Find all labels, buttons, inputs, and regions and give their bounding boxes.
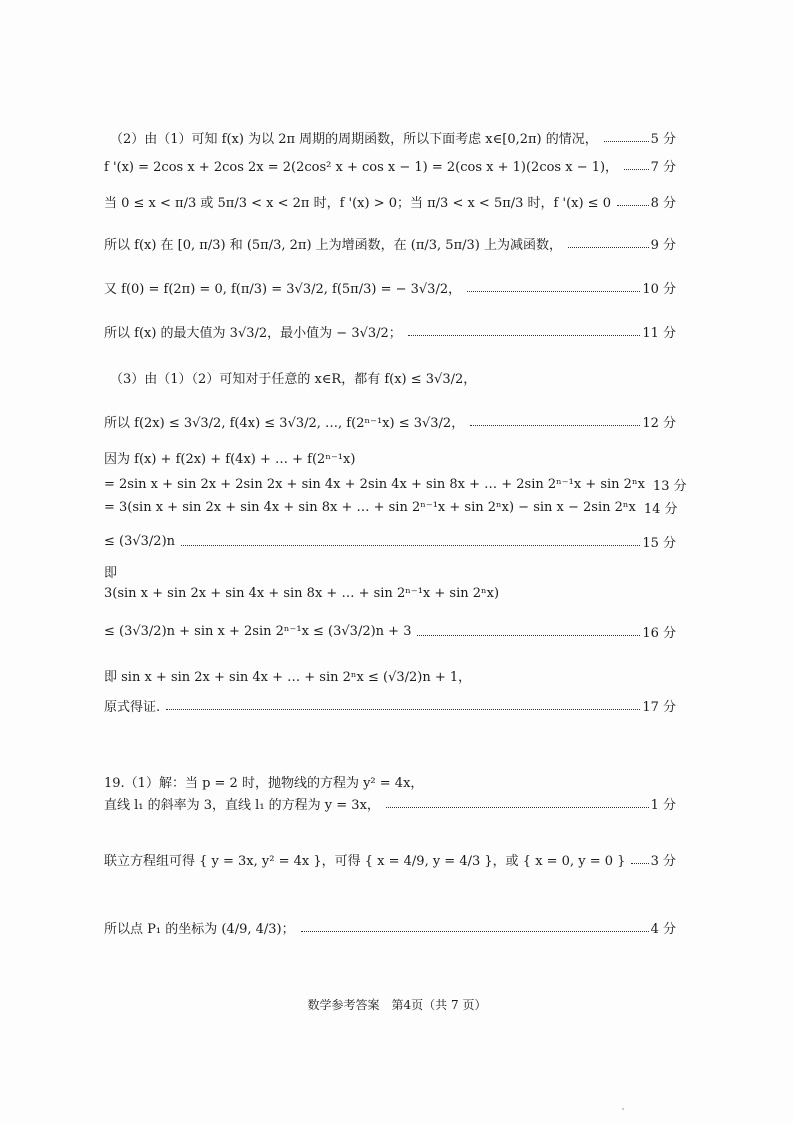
solution-line: ≤ (3√3/2)n 15 分 bbox=[104, 534, 676, 551]
solution-line: （3）由（1）（2）可知对于任意的 x∈R，都有 f(x) ≤ 3√3/2， bbox=[110, 372, 477, 387]
score-label: 11 分 bbox=[642, 326, 676, 341]
score-label: 7 分 bbox=[650, 160, 676, 175]
solution-line: 19.（1）解：当 p = 2 时，抛物线的方程为 y² = 4x， bbox=[104, 776, 424, 791]
score-label: 14 分 bbox=[643, 502, 678, 517]
solution-line: 所以 f(x) 在 [0, π/3) 和 (5π/3, 2π) 上为增函数，在 (π/3, 5π/3) 上为减函数， 9 分 bbox=[104, 234, 676, 253]
page-footer: 数学参考答案 第4页（共 7 页） bbox=[307, 998, 487, 1012]
solution-line: 又 f(0) = f(2π) = 0, f(π/3) = 3√3/2, f(5π/3) = − 3√3/2， 10 分 bbox=[104, 278, 676, 297]
score-label: 13 分 bbox=[652, 479, 687, 494]
score-label: 1 分 bbox=[650, 798, 676, 813]
solution-line: 即 sin x + sin 2x + sin 4x + … + sin 2ⁿx ≤ (√3/2)n + 1， bbox=[104, 670, 472, 685]
solution-line: 3(sin x + sin 2x + sin 4x + sin 8x + … + sin 2ⁿ⁻¹x + sin 2ⁿx) bbox=[104, 586, 500, 601]
score-label: 16 分 bbox=[642, 626, 676, 641]
solution-line: f '(x) = 2cos x + 2cos 2x = 2(2cos² x + cos x − 1) = 2(cos x + 1)(2cos x − 1)， 7 分 bbox=[104, 156, 676, 175]
solution-line: 所以 f(2x) ≤ 3√3/2, f(4x) ≤ 3√3/2, …, f(2ⁿ⁻¹x) ≤ 3√3/2， 12 分 bbox=[104, 412, 676, 431]
solution-line: 因为 f(x) + f(2x) + f(4x) + … + f(2ⁿ⁻¹x) bbox=[104, 452, 356, 467]
solution-line: ≤ (3√3/2)n + sin x + 2sin 2ⁿ⁻¹x ≤ (3√3/2)n + 3 16 分 bbox=[104, 624, 676, 641]
solution-line: 原式得证. 17 分 bbox=[104, 696, 676, 715]
score-label: 4 分 bbox=[650, 922, 676, 937]
solution-line: 直线 l₁ 的斜率为 3，直线 l₁ 的方程为 y = 3x， 1 分 bbox=[104, 794, 676, 813]
solution-line: （2）由（1）可知 f(x) 为以 2π 周期的周期函数，所以下面考虑 x∈[0,2π) 的情况， 5 分 bbox=[110, 128, 676, 147]
solution-line: 当 0 ≤ x < π/3 或 5π/3 < x < 2π 时，f '(x) > 0；当 π/3 < x < 5π/3 时，f '(x) ≤ 0 8 分 bbox=[104, 192, 676, 211]
score-label: 10 分 bbox=[642, 282, 676, 297]
score-label: 9 分 bbox=[650, 238, 676, 253]
solution-line: 即 bbox=[104, 566, 118, 581]
score-label: 12 分 bbox=[642, 416, 676, 431]
solution-line: = 3(sin x + sin 2x + sin 4x + sin 8x + … + sin 2ⁿ⁻¹x + sin 2ⁿx) − sin x − 2sin 2ⁿx 14 分 bbox=[104, 500, 678, 517]
solution-line: 联立方程组可得 { y = 3x, y² = 4x }，可得 { x = 4/9, y = 4/3 }，或 { x = 0, y = 0 } 3 分 bbox=[104, 850, 676, 869]
solution-line: 所以点 P₁ 的坐标为 (4/9, 4/3)； 4 分 bbox=[104, 918, 676, 937]
solution-line: = 2sin x + sin 2x + 2sin 2x + sin 4x + 2sin 4x + sin 8x + … + 2sin 2ⁿ⁻¹x + sin 2ⁿx 13 分 bbox=[104, 477, 687, 494]
score-label: 8 分 bbox=[650, 196, 676, 211]
score-label: 3 分 bbox=[650, 854, 676, 869]
scan-speck bbox=[622, 1108, 624, 1110]
score-label: 5 分 bbox=[650, 132, 676, 147]
score-label: 17 分 bbox=[642, 700, 676, 715]
score-label: 15 分 bbox=[642, 536, 676, 551]
solution-line: 所以 f(x) 的最大值为 3√3/2，最小值为 − 3√3/2； 11 分 bbox=[104, 322, 676, 341]
